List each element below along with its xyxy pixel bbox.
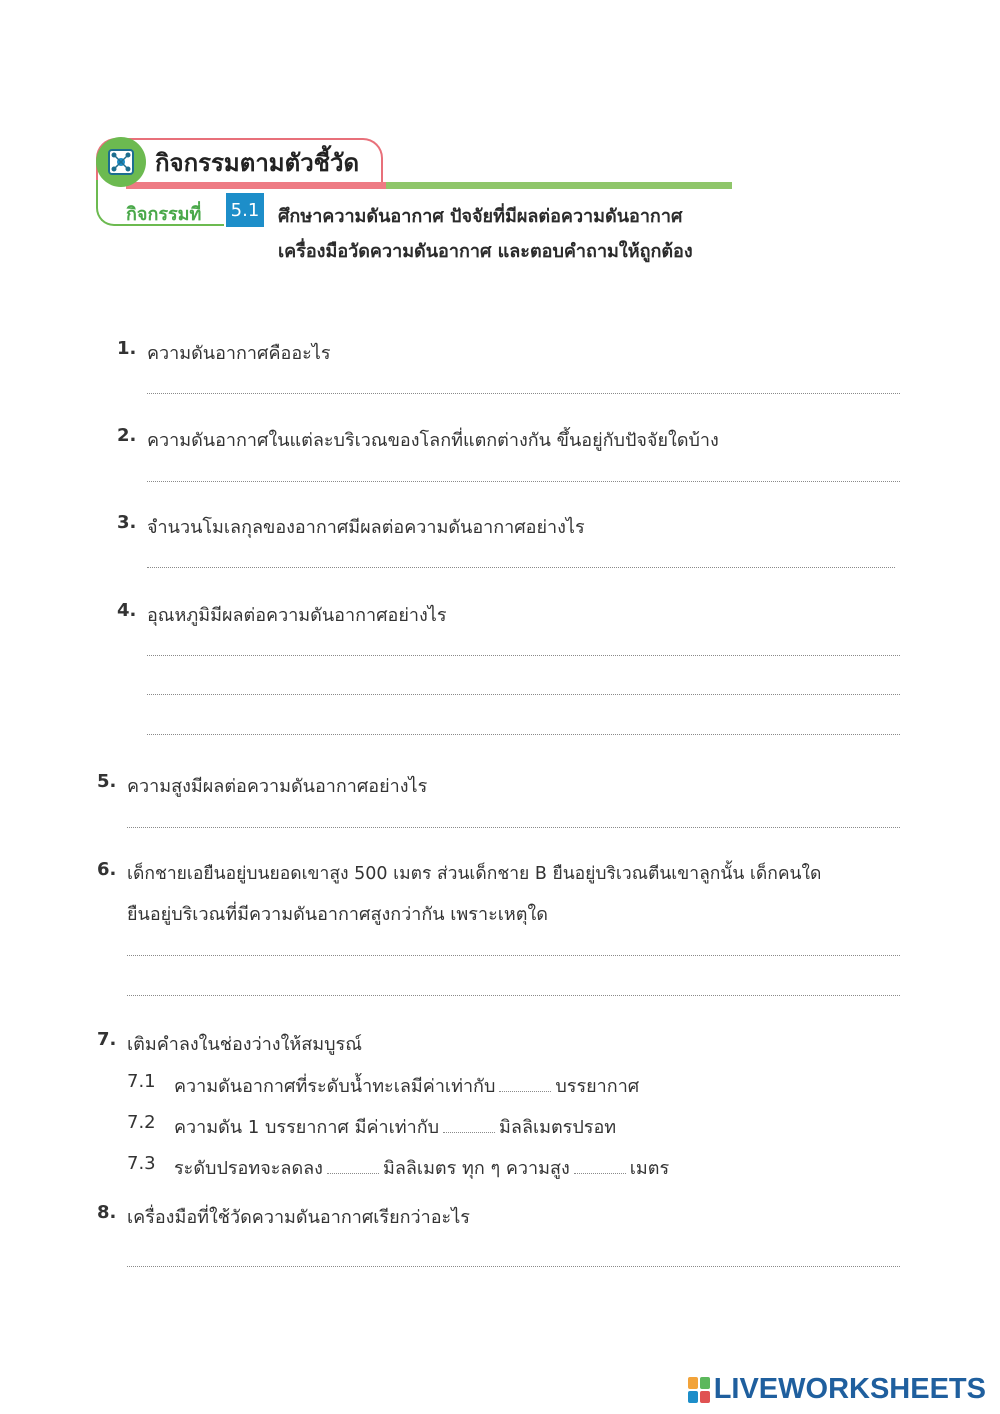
page-title: กิจกรรมตามตัวชี้วัด xyxy=(155,149,360,177)
blank-7-3a[interactable] xyxy=(327,1171,379,1174)
question-7-3-before: ระดับปรอทจะลดลง xyxy=(174,1158,323,1179)
question-7-3-number: 7.3 xyxy=(127,1153,156,1174)
question-8-text: เครื่องมือที่ใช้วัดความดันอากาศเรียกว่าอะไร xyxy=(127,1207,470,1228)
question-8-number: 8. xyxy=(97,1202,117,1223)
question-7-2-after: มิลลิเมตรปรอท xyxy=(499,1117,617,1138)
question-7-3-middle: มิลลิเมตร ทุก ๆ ความสูง xyxy=(382,1158,570,1179)
question-6-number: 6. xyxy=(97,859,117,880)
activity-number-badge: 5.1 xyxy=(226,193,264,227)
question-7-2-number: 7.2 xyxy=(127,1112,156,1133)
blank-7-2[interactable] xyxy=(443,1130,495,1133)
question-6-text-line-1: เด็กชายเอยืนอยู่บนยอดเขาสูง 500 เมตร ส่วนเด็กชาย B ยืนอยู่บริเวณตีนเขาลูกนั้น เด็กคนใด xyxy=(127,864,822,884)
question-7-1-before: ความดันอากาศที่ระดับน้ำทะเลมีค่าเท่ากับ xyxy=(174,1076,496,1097)
question-7-2-text xyxy=(174,1112,616,1141)
question-7-number: 7. xyxy=(97,1029,117,1050)
question-2-number: 2. xyxy=(117,425,137,446)
activity-description-line-2: เครื่องมือวัดความดันอากาศ และตอบคำถามให้ถูกต้อง xyxy=(278,241,693,262)
question-4-number: 4. xyxy=(117,600,137,621)
activity-network-icon xyxy=(96,137,146,187)
activity-description-line-1: ศึกษาความดันอากาศ ปัจจัยที่มีผลต่อความดันอากาศ xyxy=(278,206,683,227)
liveworksheets-brand xyxy=(688,1373,986,1406)
question-7-2-before: ความดัน 1 บรรยากาศ มีค่าเท่ากับ xyxy=(174,1117,440,1138)
answer-line-5[interactable] xyxy=(127,827,900,828)
activity-description xyxy=(278,199,693,269)
answer-line-4b[interactable] xyxy=(147,694,900,695)
activity-label: กิจกรรมที่ xyxy=(126,204,202,225)
question-5-number: 5. xyxy=(97,771,117,792)
blank-7-3b[interactable] xyxy=(574,1171,626,1174)
liveworksheets-logo-icon xyxy=(688,1377,710,1403)
question-3-text: จำนวนโมเลกุลของอากาศมีผลต่อความดันอากาศอย่างไร xyxy=(147,517,585,538)
question-6-text-line-2: ยืนอยู่บริเวณที่มีความดันอากาศสูงกว่ากัน เพราะเหตุใด xyxy=(127,904,548,925)
liveworksheets-brand-text: LIVEWORKSHEETS xyxy=(713,1373,986,1405)
answer-line-3[interactable] xyxy=(147,567,895,568)
blank-7-1[interactable] xyxy=(499,1089,551,1092)
question-7-1-number: 7.1 xyxy=(127,1071,156,1092)
question-4-text: อุณหภูมิมีผลต่อความดันอากาศอย่างไร xyxy=(147,605,447,626)
answer-line-6b[interactable] xyxy=(127,995,900,996)
question-2-text: ความดันอากาศในแต่ละบริเวณของโลกที่แตกต่างกัน ขึ้นอยู่กับปัจจัยใดบ้าง xyxy=(147,430,719,451)
question-7-text: เติมคำลงในช่องว่างให้สมบูรณ์ xyxy=(127,1034,362,1055)
question-1-text: ความดันอากาศคืออะไร xyxy=(147,343,331,364)
question-7-1-after: บรรยากาศ xyxy=(555,1076,640,1097)
question-7-3-text xyxy=(174,1153,669,1182)
answer-line-4a[interactable] xyxy=(147,655,900,656)
answer-line-4c[interactable] xyxy=(147,734,900,735)
question-1-number: 1. xyxy=(117,338,137,359)
answer-line-8[interactable] xyxy=(127,1266,900,1267)
question-5-text: ความสูงมีผลต่อความดันอากาศอย่างไร xyxy=(127,776,428,797)
answer-line-2[interactable] xyxy=(147,481,900,482)
answer-line-6a[interactable] xyxy=(127,955,900,956)
answer-line-1[interactable] xyxy=(147,393,900,394)
question-3-number: 3. xyxy=(117,512,137,533)
question-7-3-after: เมตร xyxy=(629,1158,670,1179)
header-green-bar xyxy=(386,182,732,189)
question-7-1-text xyxy=(174,1071,639,1100)
header-pink-bar xyxy=(126,182,386,189)
